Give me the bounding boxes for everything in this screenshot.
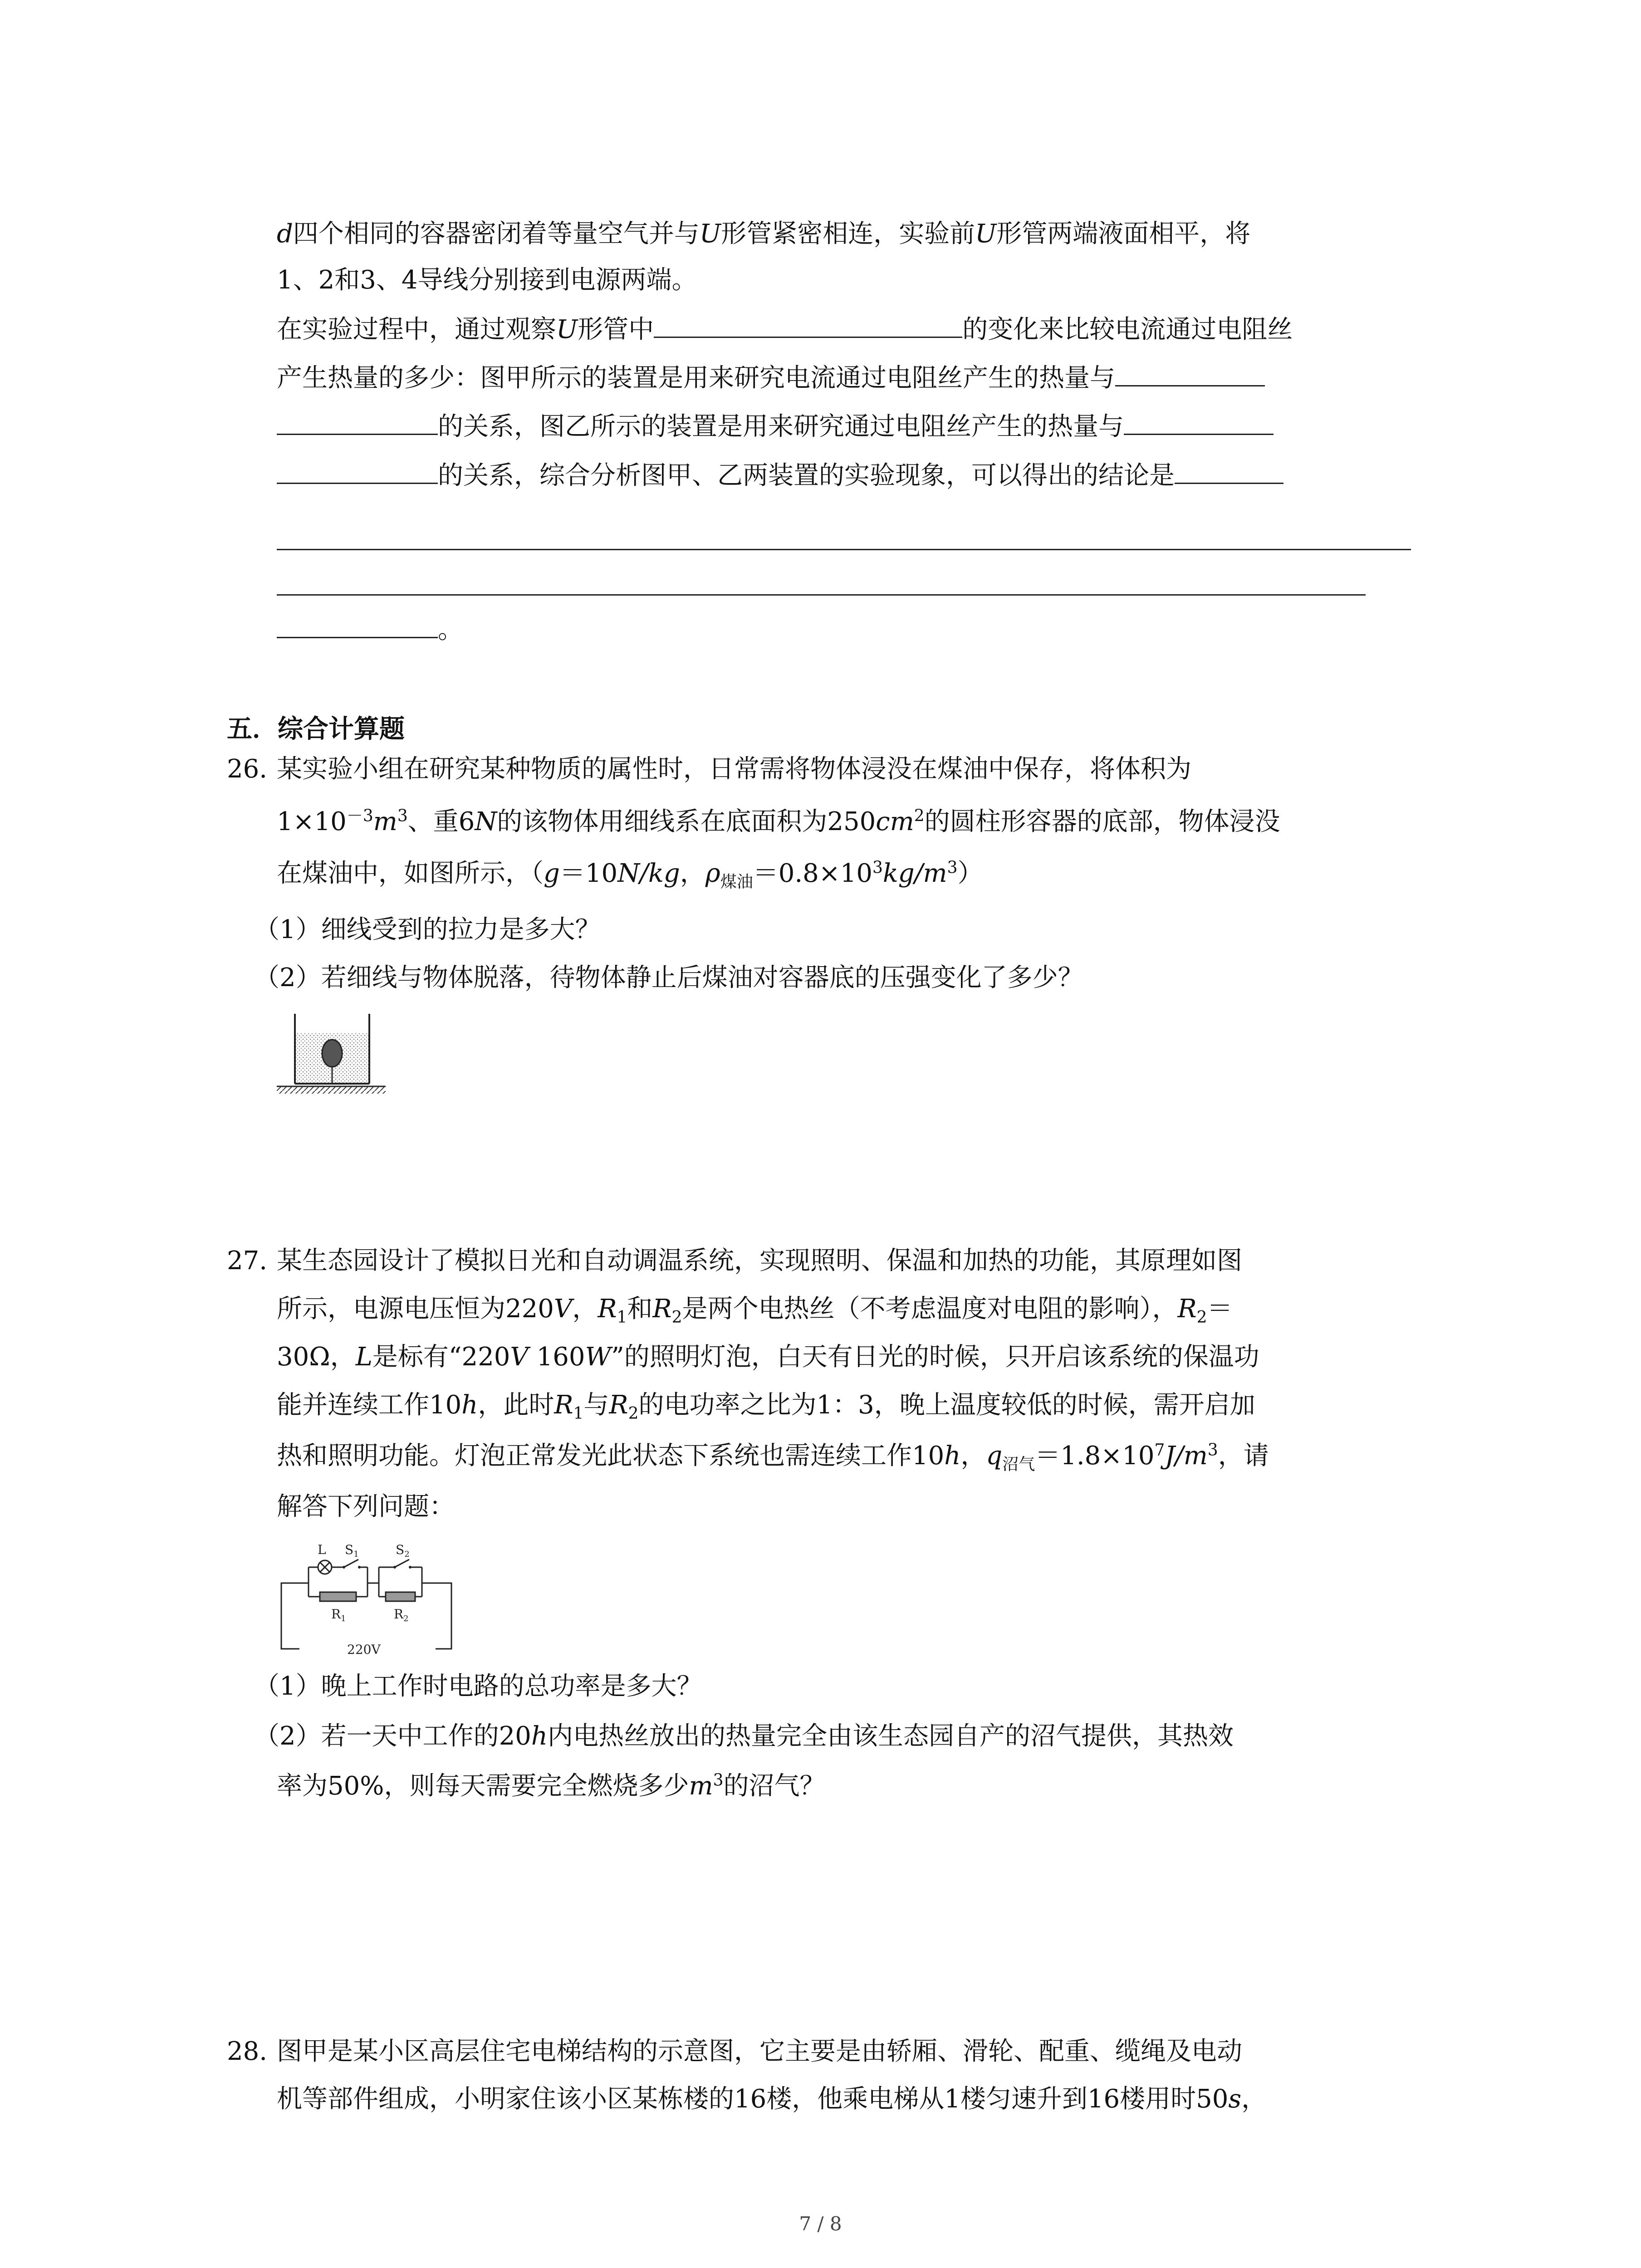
resistor-r1 xyxy=(320,1592,356,1601)
answer-blank-2[interactable] xyxy=(1115,365,1265,386)
wire-left xyxy=(281,1583,309,1649)
answer-blank-6[interactable] xyxy=(1175,463,1283,484)
q27-sub-1: （1）晚上工作时电路的总功率是多大？ xyxy=(254,1672,702,1701)
answer-blank-1[interactable] xyxy=(654,317,962,338)
q27-sub-3: 率为50%，则每天需要完全燃烧多少$m^3$的沼气？ xyxy=(277,1771,825,1801)
q26-sub-2: （2）若细线与物体脱落，待物体静止后煤油对容器底的压强变化了多少？ xyxy=(254,963,1083,992)
label-voltage: 220V xyxy=(347,1642,381,1657)
q26-sub-1: （1）细线受到的拉力是多大？ xyxy=(254,915,601,944)
q27-line-6: 解答下列问题： xyxy=(277,1492,455,1521)
q27-line-2: 所示，电源电压恒为220V，$R_1$和$R_2$是两个电热丝（不考虑温度对电阻的影响），$R_2=$ xyxy=(277,1294,1233,1327)
q28-number: 28. xyxy=(227,2037,268,2066)
switch-s2-contact xyxy=(409,1566,411,1569)
q25-line-2: 1、2和3、4导线分别接到电源两端。 xyxy=(277,265,697,295)
page-number: 7 / 8 xyxy=(799,2213,842,2235)
label-r2: $R_2$ xyxy=(394,1607,409,1623)
resistor-r2 xyxy=(386,1592,415,1601)
q25-line-4: 产生热量的多少：图甲所示的装置是用来研究电流通过电阻丝产生的热量与 xyxy=(277,365,1265,391)
label-s2: $S_2$ xyxy=(396,1542,410,1559)
immersed-object xyxy=(322,1040,342,1067)
q27-line-4: 能并连续工作10h，此时$R_1$与$R_2$的电功率之比为1：3，晚上温度较低的时候，需开启加 xyxy=(277,1390,1255,1423)
ground-hatch xyxy=(277,1086,386,1094)
q27-number: 27. xyxy=(227,1246,268,1276)
answer-blank-5[interactable] xyxy=(277,463,438,484)
q26-line-3: 在煤油中，如图所示，（g＝10N/kg，$\rho_{煤油}=0.8\times 10^3kg/m^3$） xyxy=(277,858,983,892)
q25-line-9: 。 xyxy=(277,617,463,643)
q26-line-1: 某实验小组在研究某种物质的属性时，日常需将物体浸没在煤油中保存，将体积为 xyxy=(277,754,1191,784)
switch-s1-pivot xyxy=(343,1566,345,1569)
q27-sub-2: （2）若一天中工作的20h内电热丝放出的热量完全由该生态园自产的沼气提供，其热效 xyxy=(254,1721,1234,1751)
wire-right xyxy=(422,1583,451,1649)
q26-number: 26. xyxy=(227,754,268,784)
q26-line-2: $1\times 10^{-3}m^3$、重6N的该物体用细线系在底面积为$250cm^2$的圆柱形容器的底部，物体浸没 xyxy=(277,807,1280,836)
switch-s1 xyxy=(344,1559,358,1567)
q28-line-1: 图甲是某小区高层住宅电梯结构的示意图，它主要是由轿厢、滑轮、配重、缆绳及电动 xyxy=(277,2037,1242,2066)
answer-line-8[interactable] xyxy=(277,594,1366,596)
switch-s1-contact xyxy=(358,1566,361,1569)
q25-line-5: 的关系，图乙所示的装置是用来研究通过电阻丝产生的热量与 xyxy=(277,414,1274,440)
section-heading: 五．综合计算题 xyxy=(227,714,405,744)
var-d: d xyxy=(277,219,293,249)
q27-line-5: 热和照明功能。灯泡正常发光此状态下系统也需连续工作10h，$q_{沼气}=1.8\times 10^7J/m^3$，请 xyxy=(277,1441,1269,1474)
circuit-diagram xyxy=(272,1538,463,1665)
label-l: L xyxy=(318,1542,326,1557)
q27-line-1: 某生态园设计了模拟日光和自动调温系统，实现照明、保温和加热的功能，其原理如图 xyxy=(277,1246,1242,1276)
q25-line-3: 在实验过程中，通过观察U形管中 的变化来比较电流通过电阻丝 xyxy=(277,315,1293,344)
q28-line-2: 机等部件组成，小明家住该小区某栋楼的16楼，他乘电梯从1楼匀速升到16楼用时50s， xyxy=(277,2084,1267,2114)
switch-s2 xyxy=(395,1559,409,1567)
answer-blank-3[interactable] xyxy=(277,414,438,435)
q27-line-3: 30Ω，L是标有“220V 160W”的照明灯泡，白天有日光的时候，只开启该系统的保温功 xyxy=(277,1342,1259,1372)
q25-line-1: d四个相同的容器密闭着等量空气并与U形管紧密相连，实验前U形管两端液面相平，将 xyxy=(277,219,1251,249)
label-s1: $S_1$ xyxy=(345,1542,359,1559)
switch-s2-pivot xyxy=(393,1566,396,1569)
answer-line-7[interactable] xyxy=(277,549,1411,550)
answer-blank-4[interactable] xyxy=(1124,414,1274,435)
label-r1: $R_1$ xyxy=(331,1607,346,1623)
answer-blank-9[interactable] xyxy=(277,617,438,638)
container-figure xyxy=(277,1009,386,1100)
q25-line-6: 的关系，综合分析图甲、乙两装置的实验现象，可以得出的结论是 xyxy=(277,463,1283,489)
